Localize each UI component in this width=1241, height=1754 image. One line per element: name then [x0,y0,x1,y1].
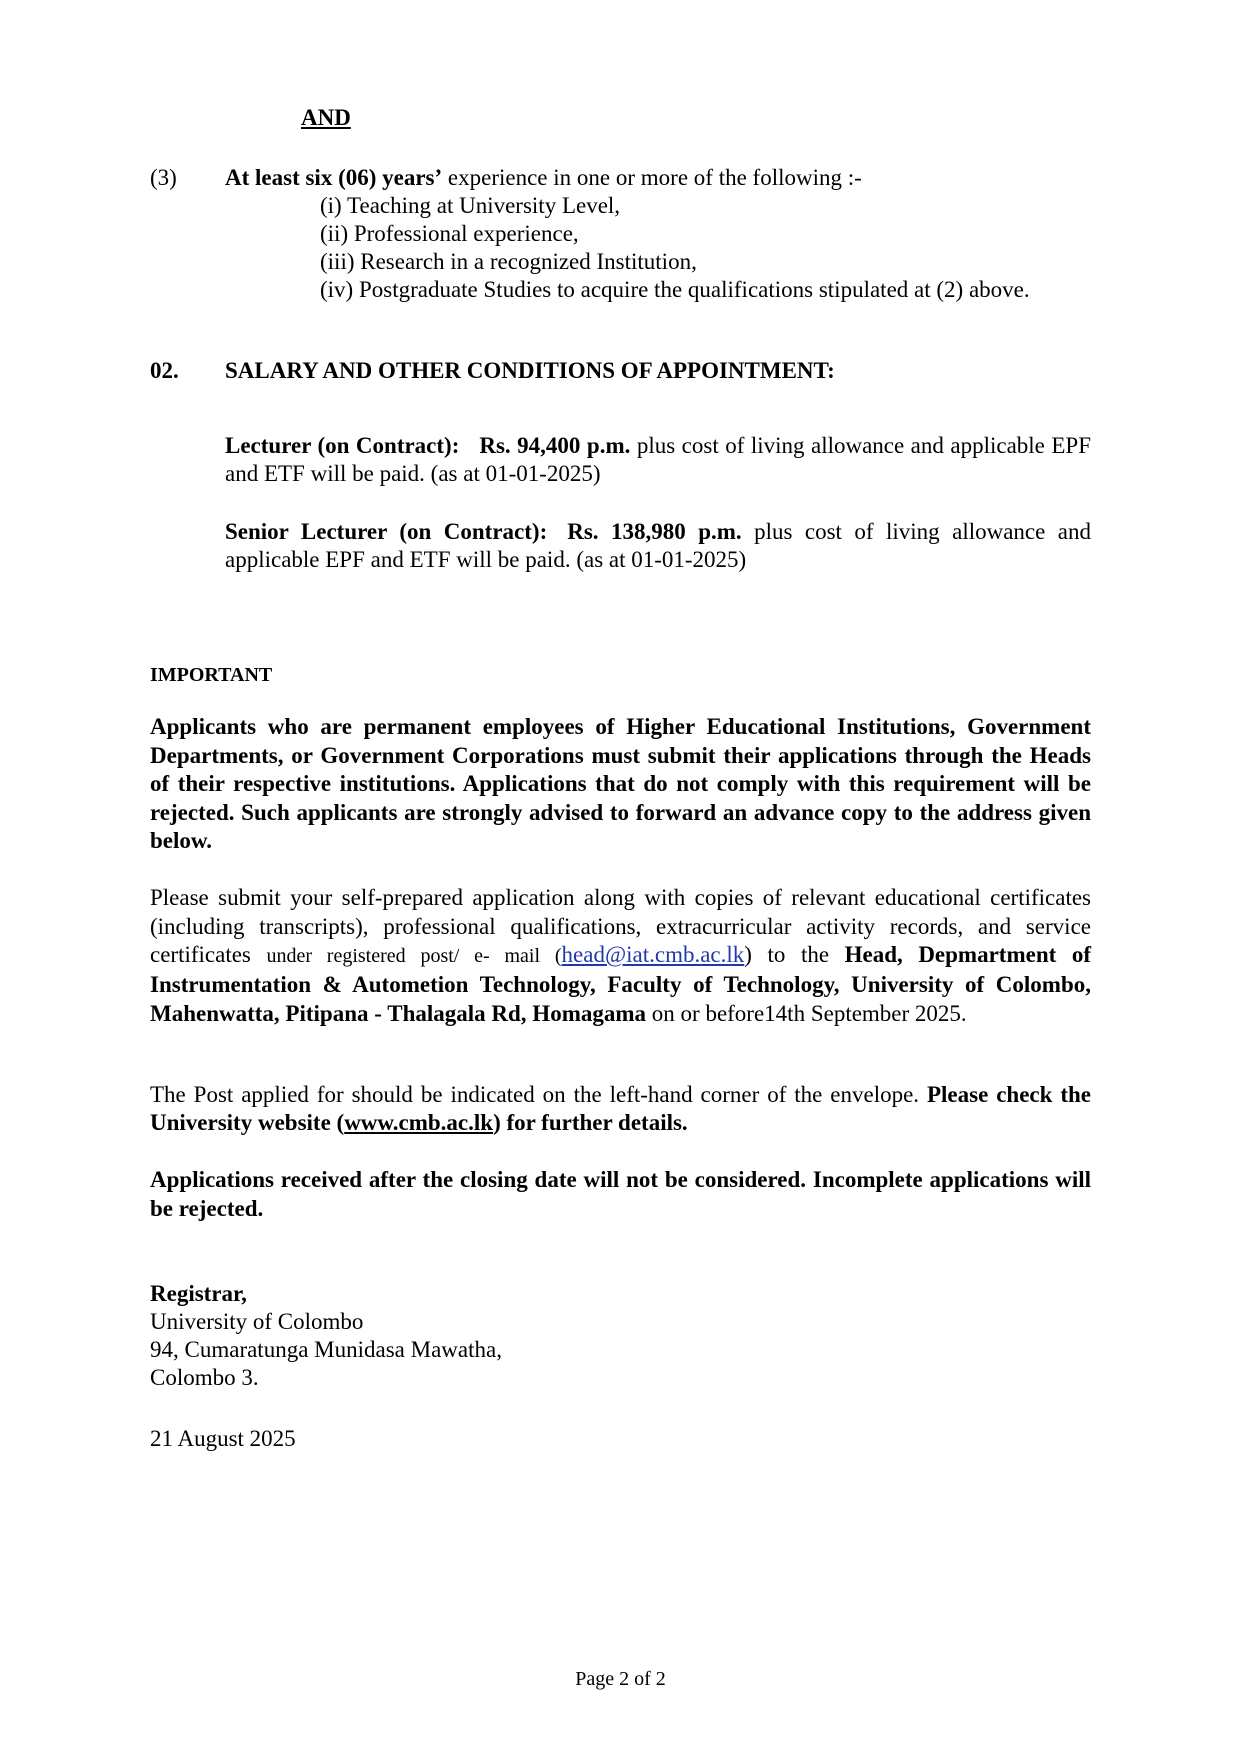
list-item: (iv) Postgraduate Studies to acquire the qualifications stipulated at (2) above. [320,277,1030,302]
closing-notice: Applications received after the closing date will not be considered. Incomplete applications will be rejected. [150,1167,1091,1221]
section-number: 02. [150,358,179,383]
and-heading: AND [301,105,351,130]
signatory-title: Registrar, [150,1281,247,1306]
submission-instructions [150,884,1091,1029]
submission-deadline: on or before14th September 2025. [646,1000,967,1026]
submission-address: Head, Depmartment of Instrumentation & Autometion Technology, Faculty of Technology, University of Colombo, Mahenwatta, Pitipana - Thalagala Rd, Homagama [150,942,1092,1026]
page-footer: Page 2 of 2 [575,1668,666,1690]
list-item: (i) Teaching at University Level, [320,193,621,218]
lecturer-salary-details: plus cost of living allowance and applicable EPF and ETF will be paid. (as at 01-01-2025) [225,433,1091,486]
post-note-bold-2: ) for further details. [493,1110,688,1135]
lecturer-label: Lecturer (on Contract): [225,433,460,458]
senior-lecturer-salary [225,518,1091,574]
requirement-intro [225,164,862,192]
signatory-line: Colombo 3. [150,1365,259,1390]
signatory-block [150,1280,502,1392]
website-link[interactable]: www.cmb.ac.lk [344,1110,494,1135]
submission-text-1: Please submit your self-prepared application along with copies of relevant educational certificates (including transcripts), professional qualifications, extracurricular activity records, and service certificates [150,885,1091,968]
document-date: 21 August 2025 [150,1426,296,1451]
important-notice: Applicants who are permanent employees of Higher Educational Institutions, Government Departments, or Government Corporations must submit their applications through the Heads of their respective institutions. Applications that do not comply with this requirement will be rejected. Such applicants are strongly advised to forward an advance copy to the address given below. [150,714,1091,853]
submission-text-2: under registered post/ e- mail ( [266,945,562,968]
signatory-line: 94, Cumaratunga Munidasa Mawatha, [150,1337,502,1362]
section-title: SALARY AND OTHER CONDITIONS OF APPOINTMENT: [225,358,835,383]
post-note-bold-1: Please check the University website ( [150,1082,1091,1135]
list-item: (ii) Professional experience, [320,221,579,246]
email-link[interactable]: head@iat.cmb.ac.lk [561,942,745,968]
post-note-text: The Post applied for should be indicated on the left-hand corner of the envelope. [150,1082,927,1107]
post-applied-note [150,1081,1091,1137]
lecturer-salary [225,432,1091,488]
requirement-number: (3) [150,165,177,190]
signatory-line: University of Colombo [150,1309,364,1334]
requirement-lead-rest: experience in one or more of the following :- [442,165,862,190]
senior-lecturer-amount: Rs. 138,980 p.m. [567,519,742,544]
lecturer-amount: Rs. 94,400 p.m. [479,433,631,458]
submission-text-3: ) to the [744,942,845,968]
experience-list [320,192,1030,304]
senior-lecturer-label: Senior Lecturer (on Contract): [225,519,548,544]
requirement-lead-bold: At least six (06) years’ [225,165,443,190]
list-item: (iii) Research in a recognized Institution, [320,249,697,274]
senior-lecturer-salary-details: plus cost of living allowance and applicable EPF and ETF will be paid. (as at 01-01-2025) [225,519,1092,572]
important-heading: IMPORTANT [150,664,273,686]
